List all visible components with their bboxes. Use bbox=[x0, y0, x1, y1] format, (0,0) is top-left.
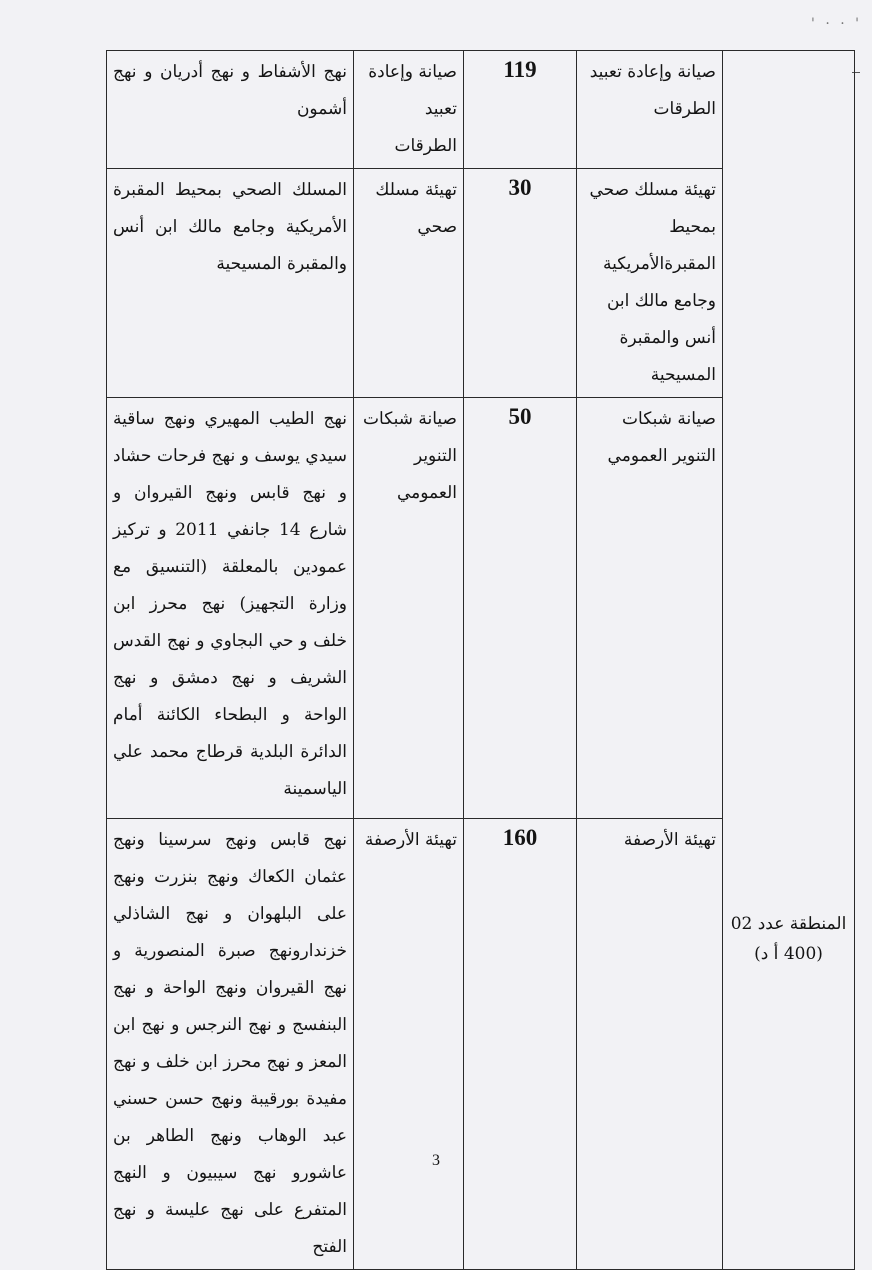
scan-edge-marks: ' · · ' bbox=[811, 16, 862, 32]
project-details: نهج الطيب المهيري ونهج ساقية سيدي يوسف و نهج فرحات حشاد و نهج قابس ونهج القيروان و شارع 14 جانفي 2011 و تركيز عمودين بالمعلقة (التنسيق مع وزارة التجهيز) نهج محرز ابن خلف و حي البجاوي و نهج القدس الشريف و نهج دمشق و نهج الواحة و البطحاء الكائنة أمام الدائرة البلدية قرطاج محمد علي الياسمينة bbox=[107, 398, 354, 819]
page-number: 3 bbox=[432, 1152, 440, 1169]
project-name: تهيئة مسلك صحي بمحيط المقبرةالأمريكية وجامع مالك ابن أنس والمقبرة المسيحية bbox=[577, 169, 723, 398]
project-name: صيانة وإعادة تعبيد الطرقات bbox=[577, 51, 723, 169]
project-amount: 30 bbox=[464, 169, 577, 398]
zone-name: المنطقة عدد 02 bbox=[730, 913, 847, 934]
project-amount: 119 bbox=[464, 51, 577, 169]
project-details: المسلك الصحي بمحيط المقبرة الأمريكية وجامع مالك ابن أنس والمقبرة المسيحية bbox=[107, 169, 354, 398]
project-name: تهيئة الأرصفة bbox=[577, 819, 723, 1270]
intervention-type: صيانة وإعادة تعبيد الطرقات bbox=[354, 51, 464, 169]
project-name: صيانة شبكات التنوير العمومي bbox=[577, 398, 723, 819]
zone-cell bbox=[723, 51, 855, 1270]
table-row bbox=[107, 51, 855, 169]
project-amount: 160 bbox=[464, 819, 577, 1270]
projects-table bbox=[106, 50, 855, 1270]
intervention-type: تهيئة مسلك صحي bbox=[354, 169, 464, 398]
project-amount: 50 bbox=[464, 398, 577, 819]
project-details: نهج الأشفاط و نهج أدريان و نهج أشمون bbox=[107, 51, 354, 169]
zone-budget: (400 أ د) bbox=[754, 943, 823, 964]
intervention-type: تهيئة الأرصفة bbox=[354, 819, 464, 1270]
project-details: نهج قابس ونهج سرسينا ونهج عثمان الكعاك ونهج بنزرت ونهج على البلهوان و نهج الشاذلي خزندارونهج صبرة المنصورية و نهج القيروان ونهج الواحة و نهج البنفسج و نهج النرجس و نهج ابن المعز و نهج محرز ابن خلف و نهج مفيدة بورقيبة ونهج حسن حسني عبد الوهاب ونهج الطاهر بن عاشورو نهج سيبيون و النهج المتفرع على نهج عليسة و نهج الفتح bbox=[107, 819, 354, 1270]
intervention-type: صيانة شبكات التنوير العمومي bbox=[354, 398, 464, 819]
